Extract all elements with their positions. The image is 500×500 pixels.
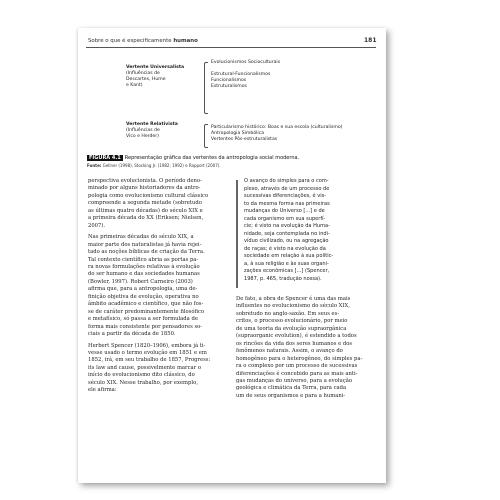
left-column-line: Nas primeiras décadas do século XIX, a: [88, 234, 194, 241]
relativista-items: [211, 125, 342, 143]
right-column-line: um de seus organismos e para a humani-: [236, 392, 346, 399]
relativista-title: Vertente Relativista: [126, 122, 178, 127]
relativista-brace: [204, 124, 208, 148]
left-column-line: compreende a segunda metade (sobretudo: [88, 200, 202, 207]
left-column-line: ra novas formulações relativas à evolução: [88, 263, 200, 270]
left-column-line: forma mais consistente por pensadores so-: [88, 323, 203, 330]
quote-line: 1987, p. 465, tradução nossa).: [244, 275, 322, 282]
quote-bar: [236, 180, 238, 288]
quote-line: mudanças do Universo [...] e de: [244, 208, 325, 214]
left-column-line: maior parte dos naturalistas já havia rejei-: [88, 241, 202, 248]
figure-source: [87, 163, 221, 168]
universalista-item: Estruturalismos: [211, 84, 247, 89]
left-column-line: 1852, irá, em seu trabalho de 1857, Progress:: [88, 357, 211, 364]
right-column-line: diferenciações é concebido para as mais anti-: [236, 370, 358, 377]
left-column-line: 2007).: [88, 222, 106, 229]
universalista-item: Estrutural-Funcionalismos: [211, 72, 271, 77]
left-column-line: ciais a partir da década de 1850.: [88, 331, 176, 338]
left-column-line: tado as noções bíblicas de criação da Terra.: [88, 249, 205, 256]
quote-line: zações econômicas [...] (Spencer,: [244, 268, 330, 274]
left-column-line: perspectiva evolucionista. O período deno-: [88, 178, 202, 184]
right-column-line: homogêneo para o heterogêneo, do simples pa-: [236, 355, 363, 362]
left-column-line: a primeira década do XX (Eriksen; Nielsen,: [88, 215, 204, 222]
figure-source-label: Fonte:: [87, 163, 102, 168]
relativista-sub-1: (Influências de: [126, 128, 160, 133]
left-column-line: pologia como evolucionismo cultural clássico: [88, 192, 209, 199]
left-column-line: its law and cause, possivelmente marcar o: [88, 364, 201, 371]
universalista-title: Vertente Universalista: [126, 65, 185, 70]
quote-line: cada organismo em sua superfí-: [244, 215, 326, 222]
left-column-line: início do evolucionismo dito clássico, do: [88, 372, 195, 379]
left-column-line: do ser humano e das sociedades humanas: [88, 271, 200, 278]
left-column-line: se de caráter predominantemente filosófico: [88, 308, 205, 315]
universalista-sub-2: Descartes, Hume: [126, 77, 166, 82]
right-column-line: ra o complexo por um processo de sucessivas: [236, 363, 358, 370]
figure-caption: [87, 155, 299, 161]
figure-caption-text: Representação gráfica das vertentes da antropologia social moderna.: [124, 155, 300, 161]
figure-tag: FIGURA 4.1: [89, 155, 121, 161]
universalista-brace: [204, 62, 208, 114]
quote-line: de raças; é visto na evolução da: [244, 245, 326, 252]
universalista-item: Evolucionismos Socioculturais: [211, 60, 281, 65]
right-column-line: os rincões da vida dos seres humanos e dos: [236, 340, 353, 347]
running-header: [88, 38, 198, 44]
quote-line: sucessivas diferenciações, é vis-: [244, 193, 327, 199]
relativista-item: Antropologia Simbólica: [211, 131, 265, 136]
left-column-line: afirma que, para a antropologia, uma de-: [88, 286, 198, 293]
running-header-bold: humano: [173, 38, 198, 44]
running-header-text: Sobre o que é especificamente: [88, 38, 172, 44]
left-column-line: século XIX. Nesse trabalho, por exemplo,: [88, 379, 198, 386]
quote-line: víduo civilizado, ou na agregação: [244, 238, 329, 244]
left-column-line: (Bowler, 1997). Robert Carneiro (2003): [88, 278, 193, 285]
quote-line: nidade, seja contemplada no indi-: [244, 230, 330, 237]
left-column-line: âmbito acadêmico e científico, que não fos-: [88, 301, 204, 308]
right-column-line: geológica e climática da Terra, para cada: [236, 385, 347, 392]
right-column: [236, 296, 376, 400]
right-column-line: gas mudanças do universo, para a evolução: [236, 377, 353, 384]
right-column-line: influentes no evolucionismo do século XIX,: [236, 303, 350, 310]
left-column: [88, 178, 227, 395]
left-column-line: vesse usado o termo evolução em 1851 e em: [88, 349, 207, 356]
left-column-line: finição objetiva de evolução, operativa no: [88, 293, 199, 300]
left-column-line: as últimas quatro décadas) do século XIX e: [88, 207, 203, 214]
right-column-line: fenômenos naturais. Assim, o avanço do: [236, 348, 343, 355]
quote-line: sociedade em relação à sua polític-: [244, 253, 334, 259]
relativista-item: Vertentes Pós-estruturalistas: [211, 137, 278, 142]
page-number: 181: [364, 37, 377, 44]
quote-line: cie; é visto na evolução da Huma-: [244, 223, 330, 229]
left-column-line: Herbert Spencer (1820–1906), embora já ti-: [88, 342, 206, 349]
right-column-line: de uma teoria da evolução supraorgânica: [236, 325, 347, 332]
left-column-line: e metafísico, só passa a ser formulada de: [88, 316, 198, 323]
quote-line: to da mesma forma nas primeiras: [244, 200, 330, 207]
left-column-line: minado por alguns historiadores da antro-: [88, 185, 201, 192]
universalista-item: Funcionalismos: [211, 78, 247, 83]
relativista-label: [126, 122, 206, 140]
relativista-sub-2: Vico e Herder): [126, 134, 159, 139]
universalista-label: [126, 65, 206, 89]
left-column-line: ele afirma:: [88, 387, 117, 394]
right-column-line: De fato, a obra de Spencer é uma das mais: [236, 296, 351, 302]
left-column-line: Tal contexto científico abria as portas pa-: [88, 256, 199, 263]
quote-line: O avanço do simples para o com-: [244, 178, 329, 184]
universalista-items: [211, 60, 280, 90]
universalista-sub-3: e Kant): [126, 83, 143, 88]
right-column-line: sobretudo no anglo-saxão. Em seus es-: [236, 310, 340, 317]
right-column-line: (supraorganic evolution), é estendido a todos: [236, 333, 357, 340]
header-rule: [86, 47, 376, 48]
relativista-item: Particularismo histórico: Boas e sua escola (culturalismo): [211, 125, 343, 130]
quote-line: plexo, através de um processo de: [244, 185, 330, 192]
figure-source-text: Gellner (1998), Stocking Jr. (1982; 1992) e Rapport (2007).: [102, 163, 221, 168]
right-column-line: critos, o processo evolucionário, por meio: [236, 318, 348, 325]
quote-block: [244, 178, 374, 283]
universalista-sub-1: (Influências de: [126, 71, 160, 76]
quote-line: a, à sua religião e às suas organi-: [244, 260, 329, 267]
